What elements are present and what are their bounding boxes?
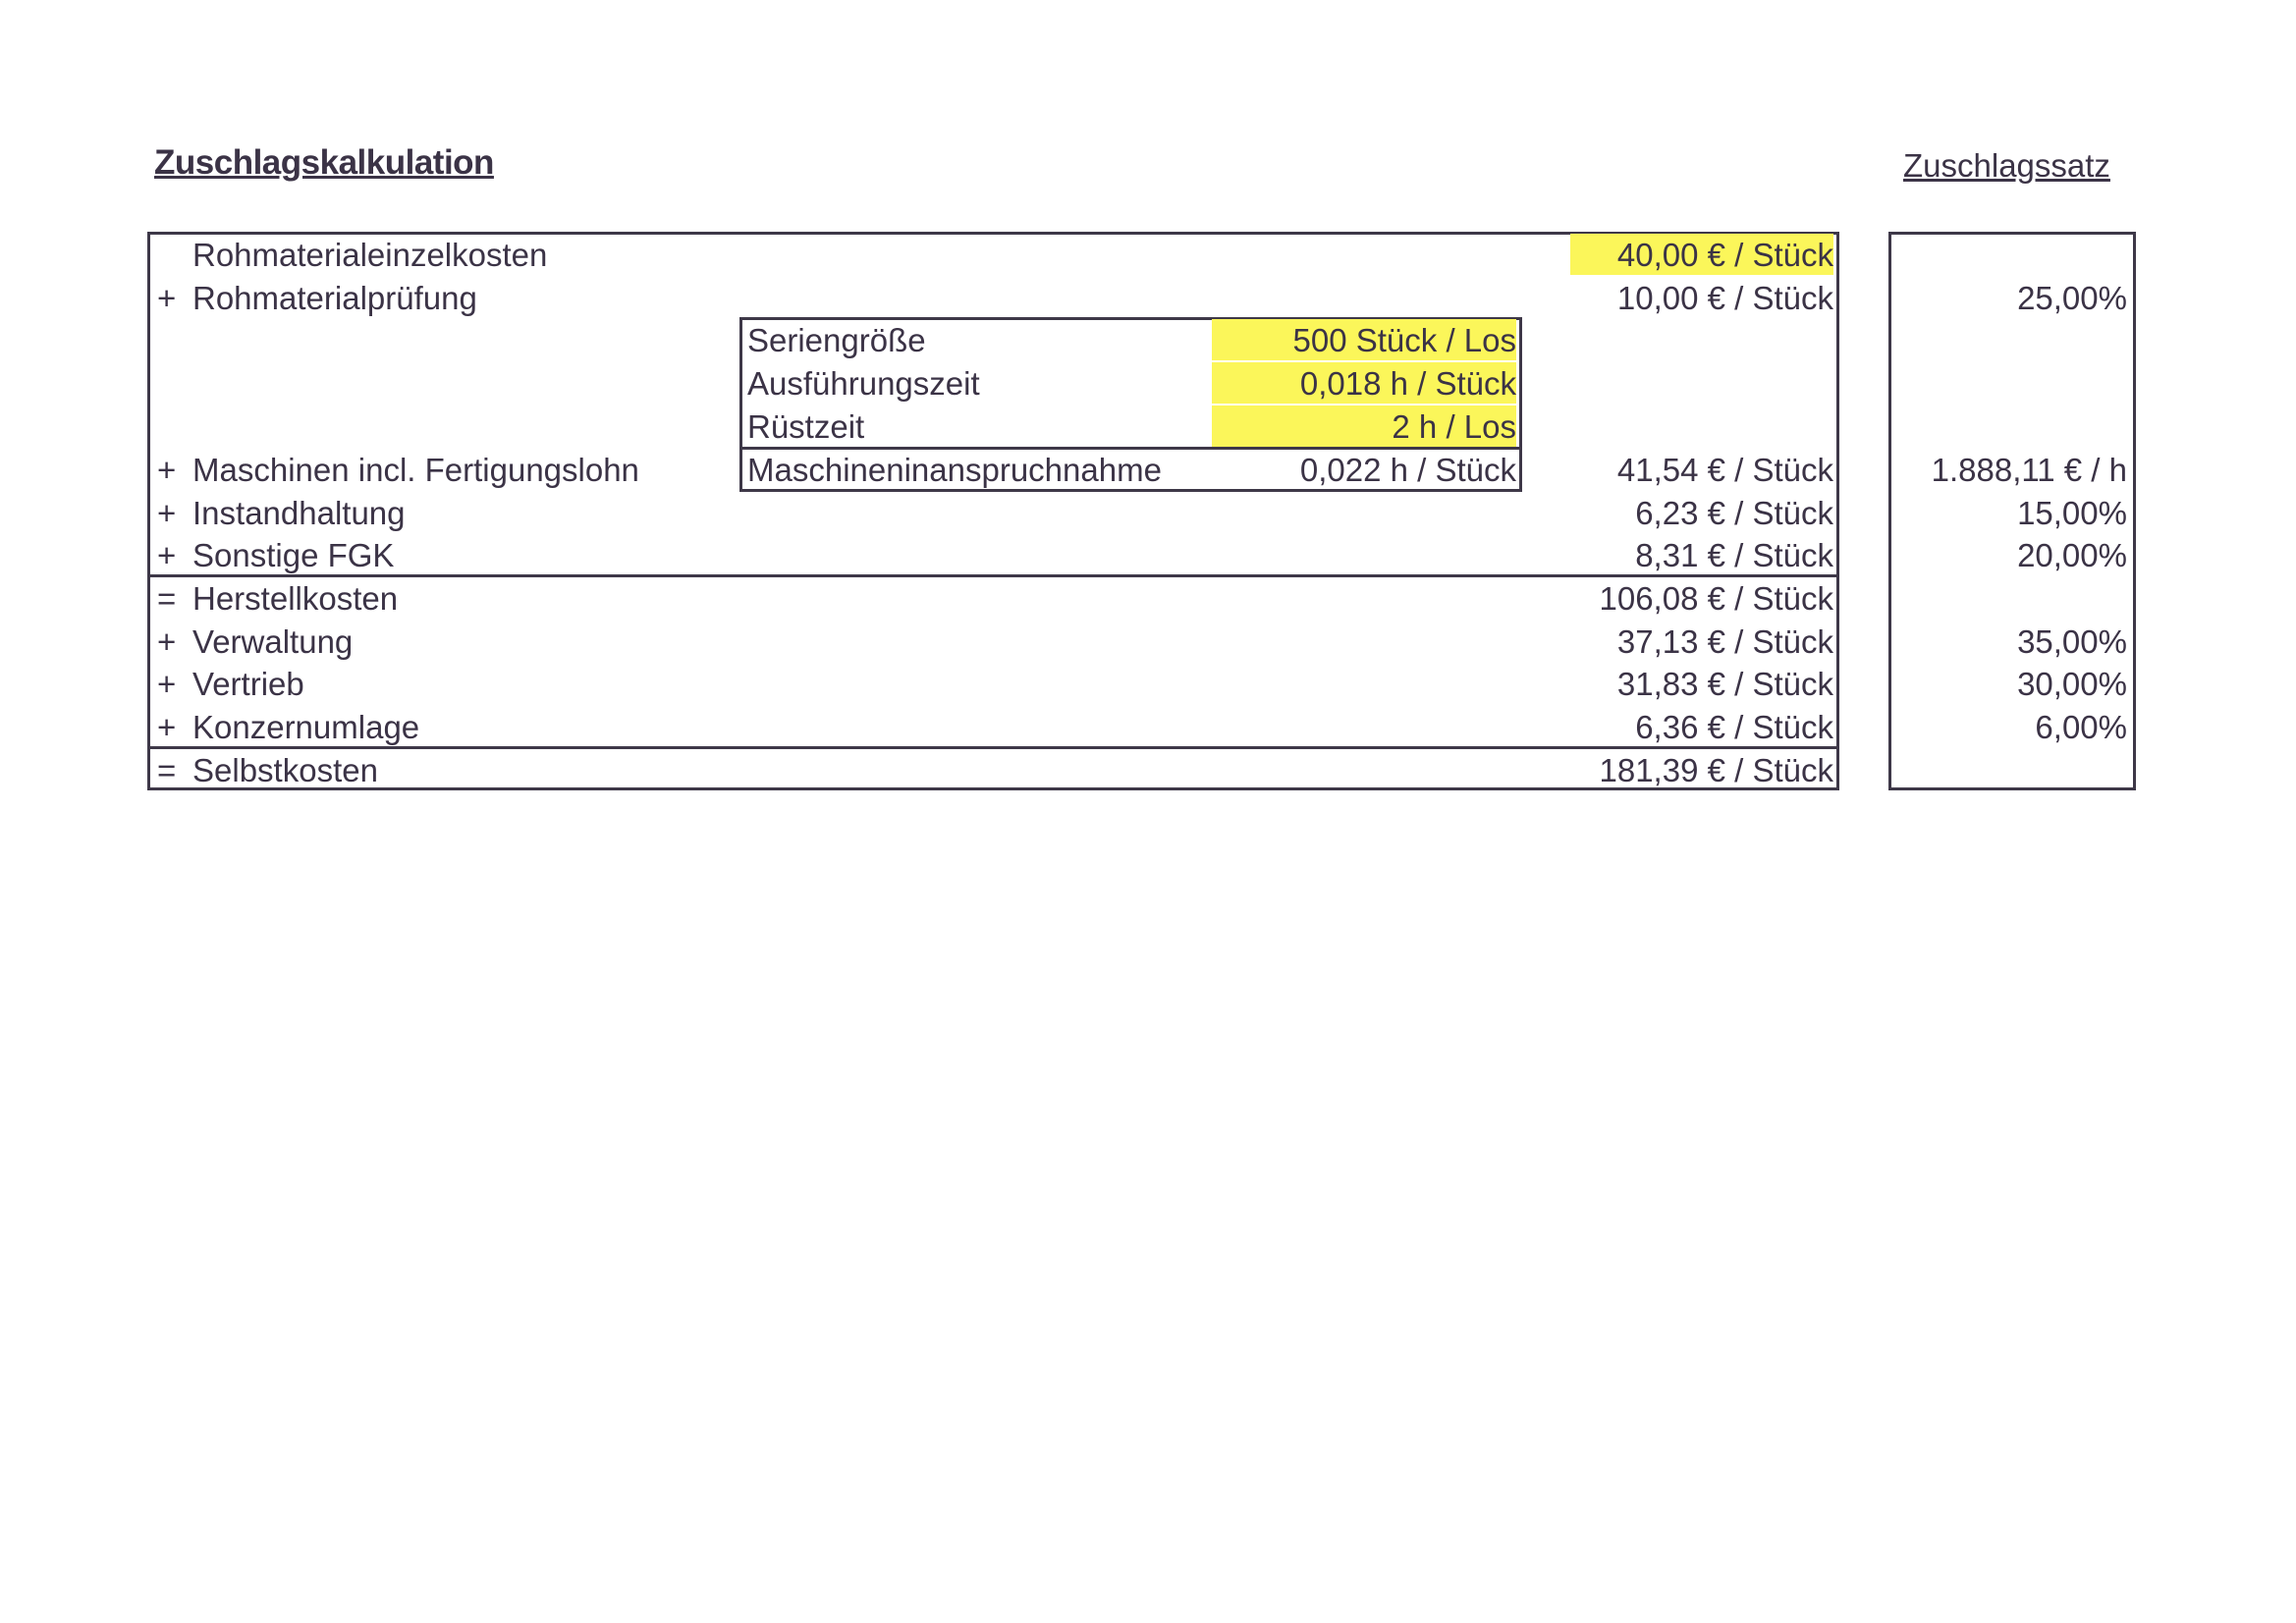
row-amount: 41,54 € / Stück: [1616, 452, 1833, 488]
row-rate: 35,00%: [2017, 623, 2127, 660]
row-label: Maschinen incl. Fertigungslohn: [192, 452, 639, 488]
param-label: Rüstzeit: [747, 408, 865, 445]
row-operator: +: [157, 709, 177, 745]
row-label: Rohmaterialeinzelkosten: [192, 237, 548, 273]
row-label: Sonstige FGK: [192, 537, 395, 573]
row-amount: 10,00 € / Stück: [1616, 280, 1833, 316]
row-operator: =: [157, 580, 177, 617]
param-value: 0,022 h / Stück: [1299, 452, 1516, 488]
row-label: Konzernumlage: [192, 709, 420, 745]
row-operator: +: [157, 623, 177, 660]
row-operator: +: [157, 452, 177, 488]
row-operator: +: [157, 666, 177, 702]
row-rate: 30,00%: [2017, 666, 2127, 702]
row-label: Vertrieb: [192, 666, 304, 702]
row-label: Verwaltung: [192, 623, 354, 660]
row-amount: 6,36 € / Stück: [1635, 709, 1833, 745]
row-amount: 37,13 € / Stück: [1616, 623, 1833, 660]
row-amount: 181,39 € / Stück: [1599, 752, 1833, 788]
row-label: Herstellkosten: [192, 580, 399, 617]
param-label: Seriengröße: [747, 322, 926, 358]
row-operator: +: [157, 280, 177, 316]
row-amount: 31,83 € / Stück: [1616, 666, 1833, 702]
row-label: Selbstkosten: [192, 752, 378, 788]
param-value[interactable]: 2 h / Los: [1212, 406, 1516, 447]
row-amount: 6,23 € / Stück: [1635, 495, 1833, 531]
row-operator: +: [157, 537, 177, 573]
row-rate: 25,00%: [2017, 280, 2127, 316]
row-amount: 106,08 € / Stück: [1599, 580, 1833, 617]
row-rate: 20,00%: [2017, 537, 2127, 573]
param-label: Ausführungszeit: [747, 365, 980, 402]
row-operator: =: [157, 752, 177, 788]
rate-column-title: Zuschlagssatz: [1903, 147, 2110, 184]
row-amount: 8,31 € / Stück: [1635, 537, 1833, 573]
param-label: Maschineninanspruchnahme: [747, 452, 1162, 488]
row-label: Instandhaltung: [192, 495, 406, 531]
row-amount[interactable]: 40,00 € / Stück: [1570, 234, 1833, 275]
row-rate: 1.888,11 € / h: [1931, 452, 2127, 488]
param-value[interactable]: 500 Stück / Los: [1212, 319, 1516, 360]
row-operator: +: [157, 495, 177, 531]
row-rate: 6,00%: [2035, 709, 2127, 745]
param-value[interactable]: 0,018 h / Stück: [1212, 362, 1516, 404]
row-rate: 15,00%: [2017, 495, 2127, 531]
page-title: Zuschlagskalkulation: [154, 143, 494, 182]
row-label: Rohmaterialprüfung: [192, 280, 477, 316]
